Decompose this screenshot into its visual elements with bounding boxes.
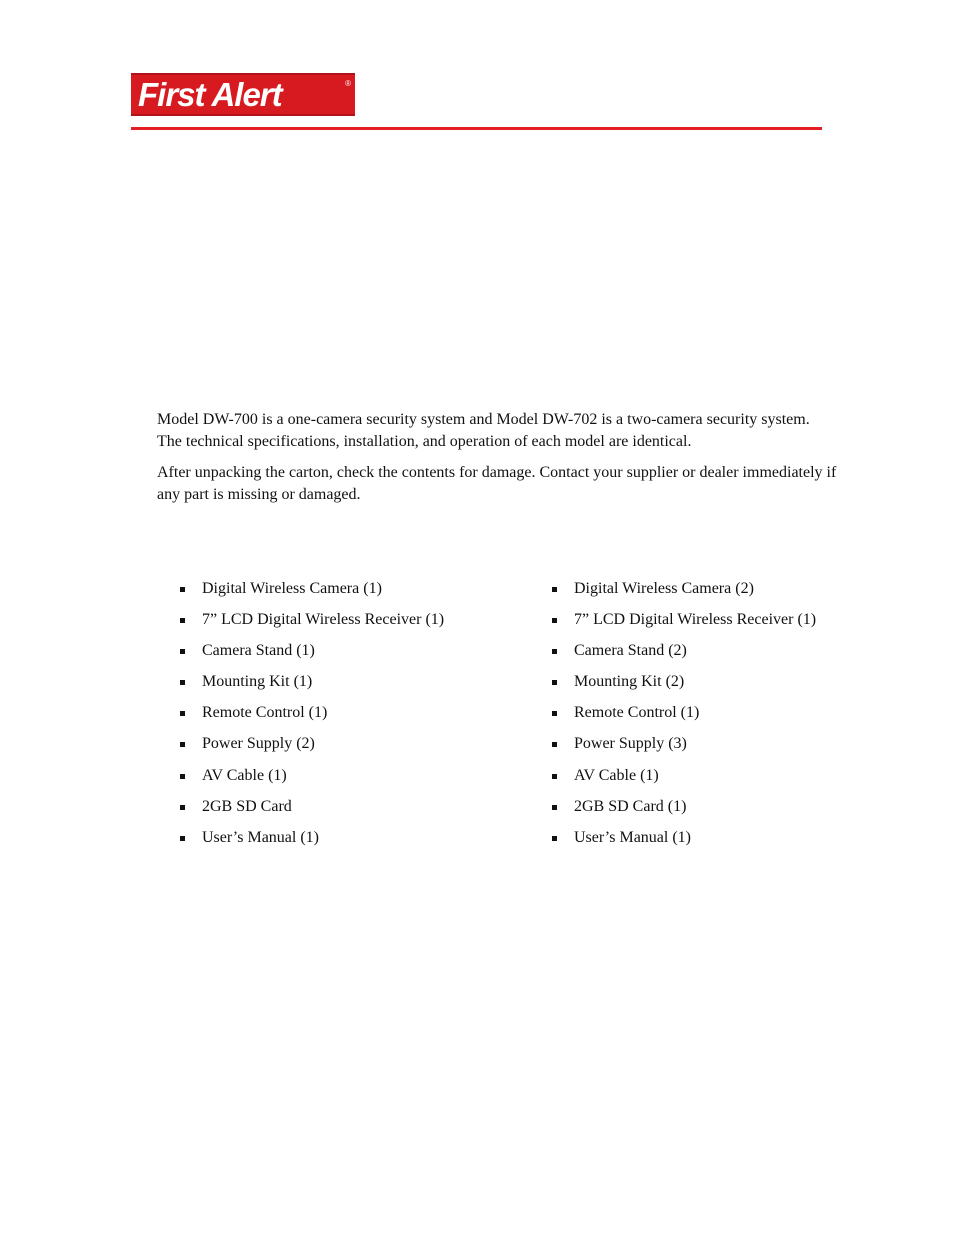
list-item [552,573,816,604]
list-item [552,697,816,728]
list-item-label: Camera Stand (2) [574,642,687,660]
bullet-icon [180,836,185,841]
list-item-label: Mounting Kit (1) [202,673,313,691]
first-alert-logo [131,73,355,116]
bullet-icon [552,649,557,654]
bullet-icon [180,587,185,592]
list-item-label: 2GB SD Card (1) [574,797,687,815]
bullet-icon [552,836,557,841]
list-item-label: Digital Wireless Camera (1) [202,580,382,597]
bullet-icon [180,649,185,654]
list-item-label: Remote Control (1) [202,704,328,722]
list-item-label: User’s Manual (1) [202,828,320,846]
header-rule [131,127,822,130]
bullet-icon [552,618,557,623]
bullet-icon [180,618,185,623]
bullet-icon [180,711,185,716]
list-item [552,604,816,635]
contents-list-dw700 [180,573,444,853]
list-item [552,760,816,791]
list-item [180,822,444,853]
list-item [180,666,444,697]
list-item [180,760,444,791]
bullet-icon [552,742,557,747]
intro-paragraph-models: Model DW-700 is a one-camera security system and Model DW-702 is a two-camera security system. The technical specifications, installation, and operation of each model are identical. [157,411,810,450]
list-item-label: 2GB SD Card [202,797,292,815]
intro-paragraph-unpacking: After unpacking the carton, check the contents for damage. Contact your supplier or dealer immediately if any part is missing or damaged. [157,464,837,503]
list-item-label: 7” LCD Digital Wireless Receiver (1) [574,611,817,629]
list-item [552,635,816,666]
intro-text [157,409,837,506]
logo-text: First Alert [138,76,282,113]
bullet-icon [552,805,557,810]
list-item-label: Camera Stand (1) [202,642,315,660]
list-item-label: 7” LCD Digital Wireless Receiver (1) [202,611,445,629]
bullet-icon [552,774,557,779]
list-item [552,822,816,853]
list-item [552,728,816,759]
list-item [552,791,816,822]
bullet-icon [180,774,185,779]
list-item-label: Remote Control (1) [574,704,700,722]
list-item [180,791,444,822]
bullet-icon [552,711,557,716]
bullet-icon [180,805,185,810]
bullet-icon [552,587,557,592]
list-item-label: Digital Wireless Camera (2) [574,580,754,597]
list-item-label: Mounting Kit (2) [574,673,685,691]
list-item-label: AV Cable (1) [202,766,287,784]
list-item [180,728,444,759]
list-item [552,666,816,697]
contents-list-dw702 [552,573,816,853]
list-item [180,573,444,604]
list-item-label: User’s Manual (1) [574,828,692,846]
bullet-icon [180,742,185,747]
list-item-label: Power Supply (2) [202,735,315,753]
registered-mark: ® [345,79,351,88]
list-item [180,604,444,635]
list-item-label: Power Supply (3) [574,735,687,753]
list-item [180,635,444,666]
bullet-icon [180,680,185,685]
bullet-icon [552,680,557,685]
list-item-label: AV Cable (1) [574,766,659,784]
list-item [180,697,444,728]
